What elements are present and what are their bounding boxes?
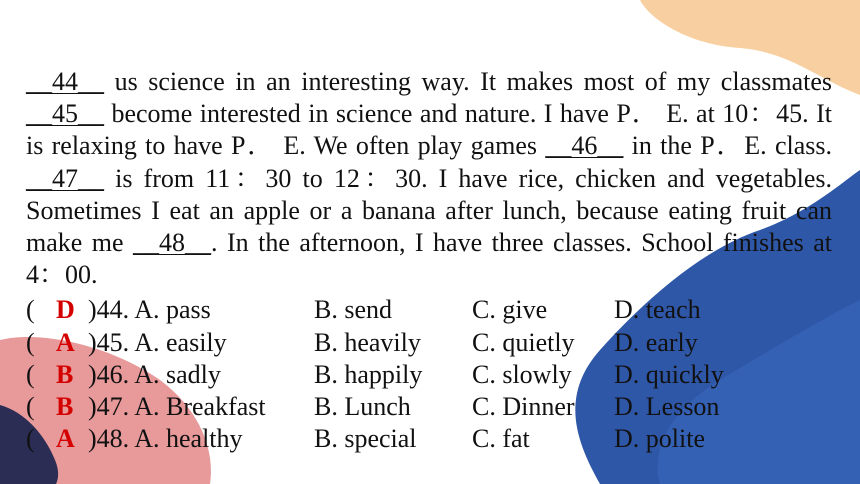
option-a: )45. A. easily <box>88 327 227 357</box>
question-row <box>26 423 832 455</box>
passage-segment: become interested in science and nature. I have P． E. at 10：45. It is relaxing to have P． E. We often play games <box>26 99 832 161</box>
option-d: D. polite <box>614 424 705 454</box>
question-paren: ( <box>26 424 35 454</box>
option-b: B. happily <box>314 359 423 389</box>
option-a: )47. A. Breakfast <box>88 391 266 421</box>
option-d: D. quickly <box>614 359 724 389</box>
passage-segment: is from 11：30 to 12：30. I have rice, chicken and vegetables. Sometimes I eat an apple or a banana after lunch, because eating fruit can make me <box>26 163 832 258</box>
question-row <box>26 391 832 423</box>
answer-letter: D <box>56 295 75 325</box>
question-paren: ( <box>26 295 35 325</box>
passage-text <box>26 66 832 291</box>
answer-letter: A <box>56 327 75 357</box>
option-d: D. early <box>614 327 698 357</box>
blank-number: __48__ <box>133 228 212 258</box>
exercise-content <box>26 66 832 455</box>
question-paren: ( <box>26 327 35 357</box>
option-b: B. send <box>314 295 392 325</box>
question-paren: ( <box>26 359 35 389</box>
option-a: )48. A. healthy <box>88 424 243 454</box>
answer-letter: B <box>56 391 74 421</box>
option-c: C. give <box>472 295 548 325</box>
option-c: C. slowly <box>472 359 572 389</box>
option-b: B. special <box>314 424 417 454</box>
question-row <box>26 359 832 391</box>
option-c: C. fat <box>472 424 530 454</box>
passage-segment: us science in an interesting way. It makes most of my classmates <box>104 67 832 96</box>
option-c: C. quietly <box>472 327 575 357</box>
passage-segment: . In the afternoon, I have three classes. School finishes at 4：00. <box>26 228 832 290</box>
question-paren: ( <box>26 391 35 421</box>
option-b: B. Lunch <box>314 391 411 421</box>
option-d: D. teach <box>614 295 701 325</box>
blank-number: __45__ <box>26 99 104 129</box>
blank-number: __47__ <box>26 163 104 193</box>
option-a: )46. A. sadly <box>88 359 221 389</box>
blank-number: __44__ <box>26 67 104 96</box>
option-d: D. Lesson <box>614 391 720 421</box>
passage-segment: in the P．E. class. <box>623 131 832 161</box>
option-c: C. Dinner <box>472 391 575 421</box>
question-list <box>26 294 832 455</box>
question-row <box>26 294 832 326</box>
answer-letter: B <box>56 359 74 389</box>
answer-letter: A <box>56 424 75 454</box>
question-row <box>26 327 832 359</box>
option-a: )44. A. pass <box>88 295 211 325</box>
blank-number: __46__ <box>545 131 624 161</box>
option-b: B. heavily <box>314 327 421 357</box>
